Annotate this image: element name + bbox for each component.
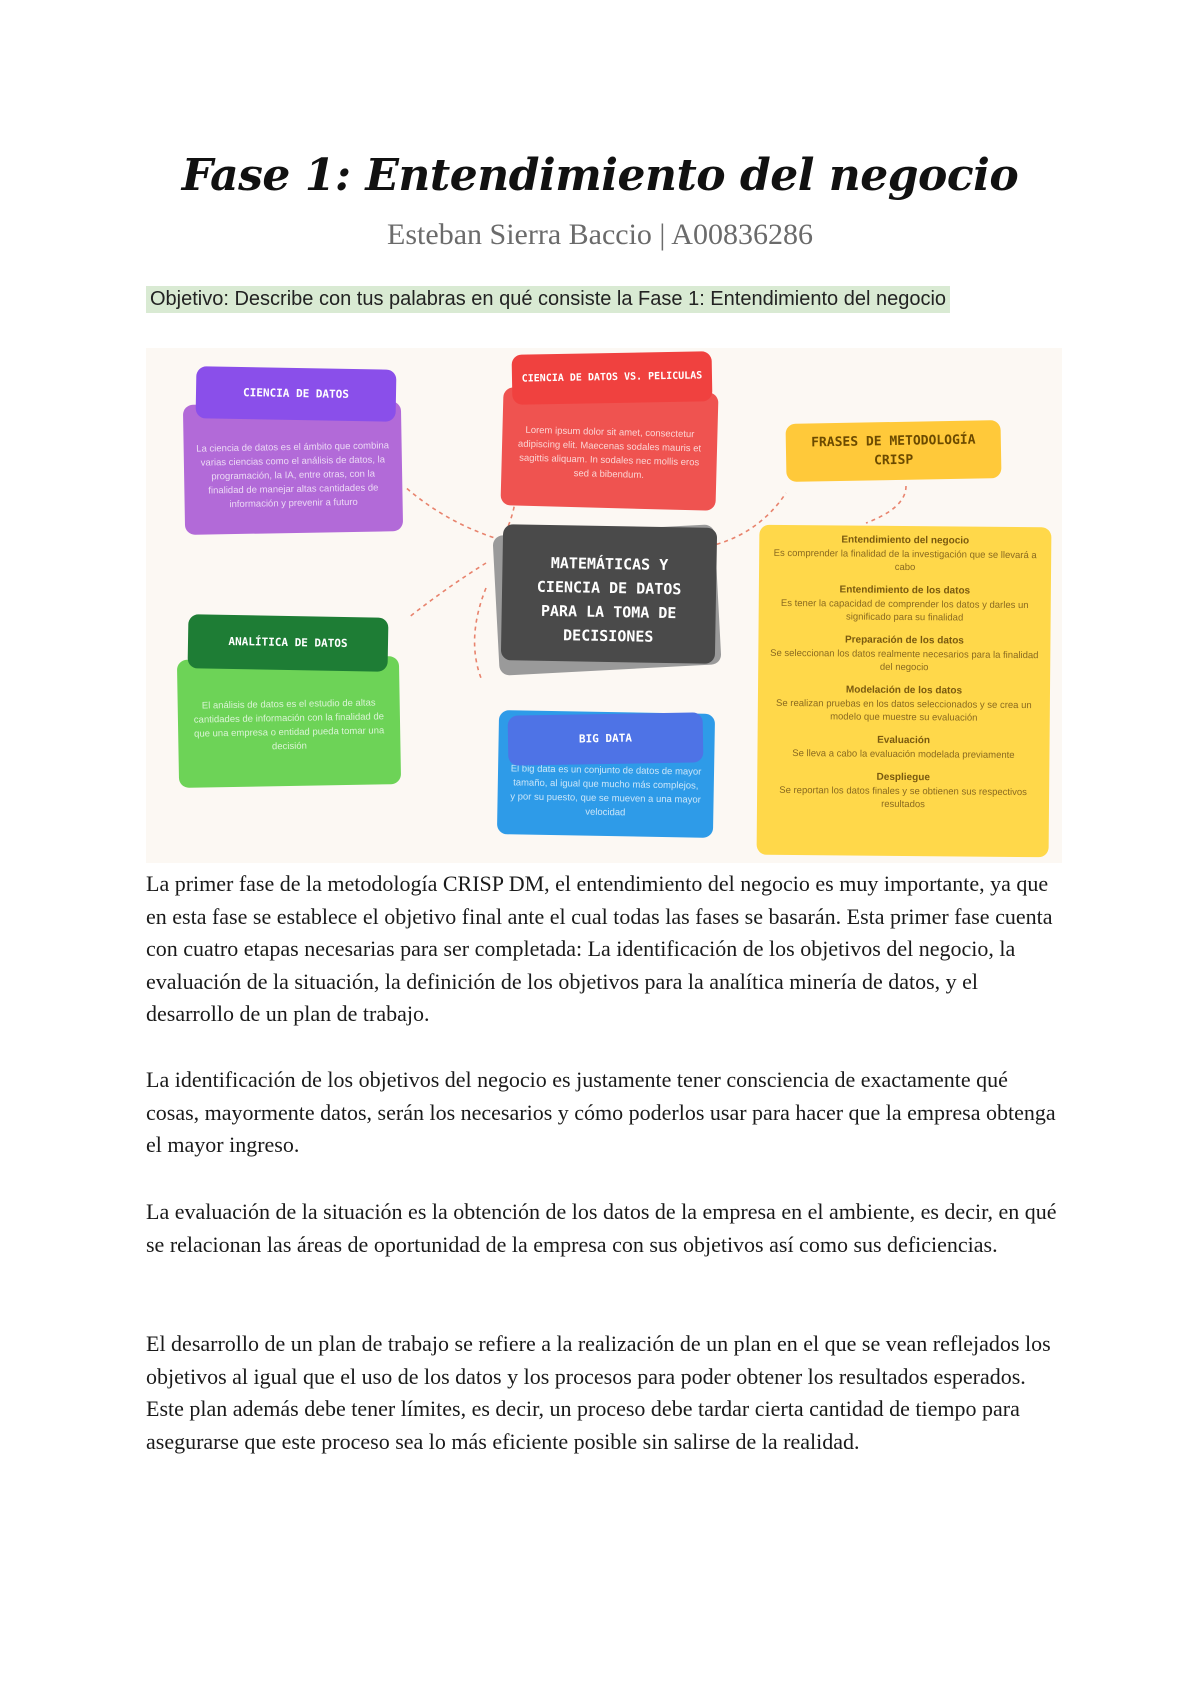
center-heading: MATEMÁTICAS Y CIENCIA DE DATOS PARA LA TOMA DE DECISIONES xyxy=(536,553,682,646)
crisp-phases-list xyxy=(765,533,1043,822)
crisp-phase-item xyxy=(765,733,1041,762)
paragraph-3: La evaluación de la situación es la obtención de los datos de la empresa en el ambiente, es decir, en qué se relacionan las áreas de oportunidad de la empresa con sus objetivos así como sus deficiencias. xyxy=(146,1199,1057,1257)
analitica-card xyxy=(177,656,401,788)
peliculas-text: Lorem ipsum dolor sit amet, consectetur adipiscing elit. Maecenas sodales mauris et sagittis aliquam. In sodales nec mollis eros sed a bibendum. xyxy=(517,424,702,481)
crisp-phase-name: Despliegue xyxy=(876,771,930,784)
crisp-phase-name: Preparación de los datos xyxy=(844,634,964,647)
bigdata-heading: BIG DATA xyxy=(578,731,633,746)
peliculas-heading: CIENCIA DE DATOS VS. PELICULAS xyxy=(521,370,703,385)
objective-highlight: Objetivo: Describe con tus palabras en qué consiste la Fase 1: Entendimiento del negocio xyxy=(146,286,950,313)
crisp-phase-name: Evaluación xyxy=(877,734,931,747)
crisp-title xyxy=(786,420,1002,482)
crisp-phase-item xyxy=(766,683,1042,725)
author-line: Esteban Sierra Baccio | A00836286 xyxy=(387,218,813,251)
crisp-phase-desc: Se seleccionan los datos realmente necesarios para la finalidad del negocio xyxy=(770,647,1039,674)
paragraph-4: El desarrollo de un plan de trabajo se refiere a la realización de un plan en el que se vean reflejados los objetivos al igual que el uso de los datos y los procesos para poder obtener los resultados esperados. Este plan además debe tener límites, es decir, un proceso debe tardar cierta cantidad de tiempo para asegurarse que este proceso sea lo más eficiente posible sin salirse de la realidad. xyxy=(146,1331,1051,1454)
paragraph-2: La identificación de los objetivos del negocio es justamente tener consciencia de exactamente qué cosas, mayormente datos, serán los necesarios y cómo poderlos usar para hacer que la empresa obtenga el mayor ingreso. xyxy=(146,1067,1056,1157)
analitica-heading: ANALÍTICA DE DATOS xyxy=(228,634,348,651)
crisp-phase-item xyxy=(767,583,1043,625)
bigdata-text: El big data es un conjunto de datos de mayor tamaño, al igual que mucho más complejos, y por su puesto, que se mueven a una mayor velocidad xyxy=(510,763,702,819)
page-title: Fase 1: Entendimiento del negocio xyxy=(181,150,1019,201)
arrow-crisp-down xyxy=(866,486,906,523)
crisp-phases-card xyxy=(757,525,1052,858)
peliculas-card xyxy=(500,387,718,511)
crisp-phase-desc: Se reportan los datos finales y se obtienen sus respectivos resultados xyxy=(779,784,1027,811)
analitica-text: El análisis de datos es el estudio de altas cantidades de información con la finalidad de que una empresa o entidad pueda tomar una decisión xyxy=(193,697,385,753)
crisp-phase-name: Entendimiento del negocio xyxy=(841,534,970,547)
crisp-heading: FRASES DE METODOLOGÍA CRISP xyxy=(811,432,976,469)
crisp-phase-desc: Es tener la capacidad de comprender los datos y darles un significado para su finalidad xyxy=(780,597,1029,624)
analitica-title xyxy=(188,614,389,671)
ciencia-de-datos-text: La ciencia de datos es el ámbito que combina varias ciencias como el análisis de datos, la programación, la IA, entre otras, con la finalidad de manejar altas cantidades de información y prevenir a futuro xyxy=(196,440,390,511)
infographic xyxy=(146,348,1062,863)
center-card xyxy=(501,524,717,664)
ciencia-de-datos-heading: CIENCIA DE DATOS xyxy=(242,386,350,401)
peliculas-title xyxy=(512,351,713,404)
ciencia-de-datos-title xyxy=(196,366,397,421)
paragraph-1: La primer fase de la metodología CRISP DM, el entendimiento del negocio es muy importante, ya que en esta fase se establece el objetivo final ante el cual todas las fases se basarán. Esta primer fase cuenta con cuatro etapas necesarias para ser completada: La identificación de los objetivos del negocio, la evaluación de la situación, la definición de los objetivos para la analítica minería de datos, y el desarrollo de un plan de trabajo. xyxy=(146,871,1053,1026)
crisp-phase-desc: Se realizan pruebas en los datos seleccionados y se crea un modelo que muestre su evaluación xyxy=(776,697,1032,724)
crisp-phase-name: Entendimiento de los datos xyxy=(839,584,971,597)
bigdata-title xyxy=(508,712,704,765)
crisp-phase-item xyxy=(765,770,1041,812)
crisp-phase-item xyxy=(766,633,1042,675)
arrow-to-ciencia xyxy=(404,486,501,540)
crisp-phase-desc: Se lleva a cabo la evaluación modelada previamente xyxy=(792,748,1015,761)
crisp-phase-name: Modelación de los datos xyxy=(845,684,963,697)
arrow-to-bigdata xyxy=(475,588,486,678)
crisp-phase-desc: Es comprender la finalidad de la investigación que se llevará a cabo xyxy=(773,547,1037,574)
crisp-phase-item xyxy=(767,533,1043,575)
arrow-to-analitica xyxy=(408,563,486,618)
